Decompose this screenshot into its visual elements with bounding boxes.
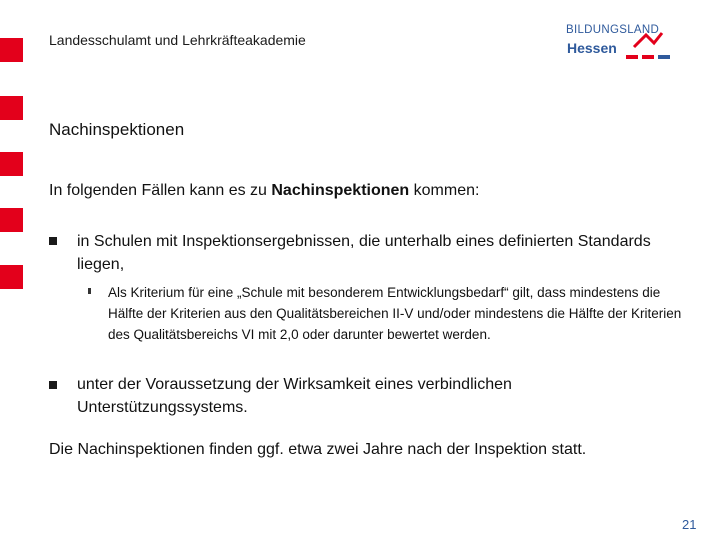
intro-bold: Nachinspektionen: [271, 182, 410, 199]
bildungsland-hessen-logo: [566, 24, 678, 64]
decor-square-4: [0, 208, 23, 232]
decor-square-1: [0, 38, 23, 62]
list-item-2: unter der Voraussetzung der Wirksamkeit eines verbindlichen Unterstützungssystems.: [77, 376, 512, 416]
intro-text: [49, 182, 479, 200]
list-item-1: in Schulen mit Inspektionsergebnissen, die unterhalb eines definierten Standards liegen,: [77, 233, 651, 273]
institution-name: Landesschulamt und Lehrkräfteakademie: [49, 32, 306, 48]
intro-after: kommen:: [409, 182, 480, 199]
page-number: 21: [682, 517, 697, 532]
closing-text: Die Nachinspektionen finden ggf. etwa zwei Jahre nach der Inspektion statt.: [49, 441, 587, 458]
logo-line2: Hessen: [567, 40, 617, 56]
intro-before: In folgenden Fällen kann es zu: [49, 182, 272, 199]
bullet-square: [49, 237, 57, 245]
logo-mark-icon: [626, 29, 678, 63]
bullet-square: [49, 381, 57, 389]
decor-square-2: [0, 96, 23, 120]
sub-bullet: [88, 288, 91, 294]
decor-square-5: [0, 265, 23, 289]
logo-line1: BILDUNGSLAND: [566, 24, 660, 36]
slide-title: Nachinspektionen: [49, 120, 185, 139]
list-subitem-1: Als Kriterium für eine „Schule mit besonderem Entwicklungsbedarf“ gilt, dass mindestens die Hälfte der Kriterien aus den Qualitätsbereichen II-V und/oder mindestens die Hälfte der Kriterien des Qualitätsbereichs VI mit 2,0 oder darunter bewertet werden.: [108, 285, 682, 342]
decor-square-3: [0, 152, 23, 176]
